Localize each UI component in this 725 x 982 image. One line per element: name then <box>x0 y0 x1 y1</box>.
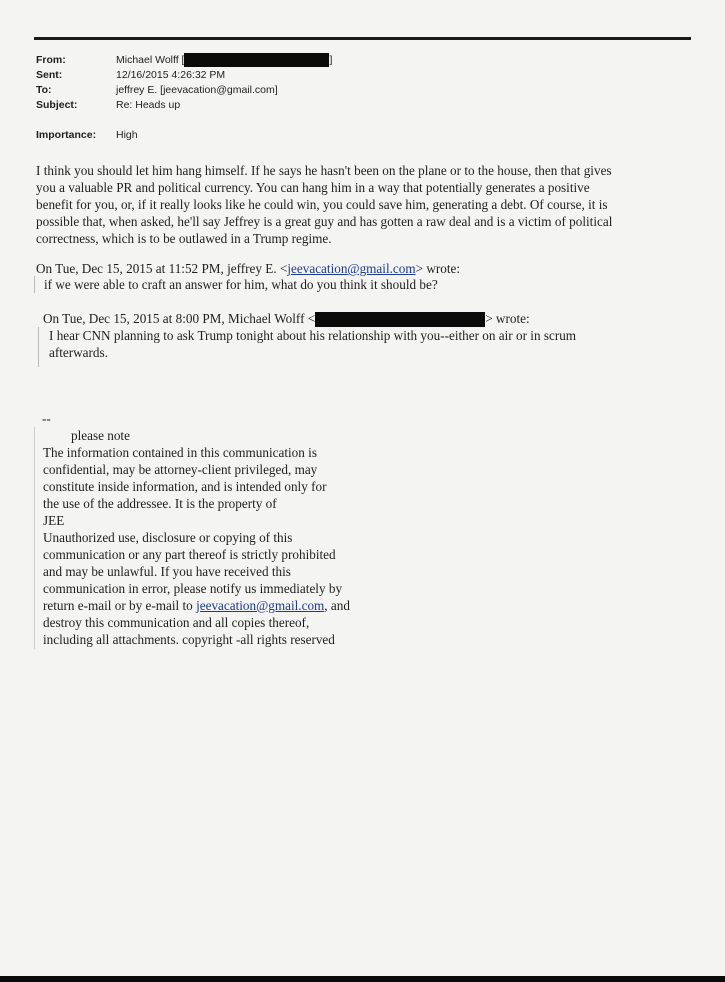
email-header <box>36 53 332 113</box>
from-value <box>116 53 332 68</box>
subject-value: Re: Heads up <box>116 99 181 111</box>
signature-line: including all attachments. copyright -all rights reserved <box>43 632 335 647</box>
signature-block <box>34 427 350 649</box>
body-line: benefit for you, or, if it really looks like he could win, you could save him, generating a debt. Of course, it is <box>36 197 608 212</box>
signature-separator: -- <box>42 411 51 426</box>
message-body <box>36 162 676 247</box>
redaction-bar <box>184 53 329 67</box>
signature-line: destroy this communication and all copies thereof, <box>43 615 310 630</box>
quote1-header-suffix: > wrote: <box>415 261 461 276</box>
from-name: Michael Wolff [ <box>116 54 185 66</box>
quote2-header-prefix: On Tue, Dec 15, 2015 at 8:00 PM, Michael Wolff < <box>43 311 316 326</box>
sent-value: 12/16/2015 4:26:32 PM <box>116 69 226 81</box>
quote2-header-suffix: > wrote: <box>485 311 530 326</box>
signature-line: communication in error, please notify us immediately by <box>43 581 343 596</box>
body-line: you a valuable PR and political currency. You can hang him in a way that potentially generates a positive <box>36 180 590 195</box>
signature-line: the use of the addressee. It is the property of <box>43 496 277 511</box>
sent-row <box>36 68 332 83</box>
sent-label: Sent: <box>36 69 63 81</box>
to-value: jeffrey E. [jeevacation@gmail.com] <box>116 84 278 96</box>
signature-email-prefix: return e-mail or by e-mail to <box>43 598 197 613</box>
quote1-text: if we were able to craft an answer for him, what do you think it should be? <box>34 276 438 293</box>
signature-line: and may be unlawful. If you have received this <box>43 564 291 579</box>
signature-line: confidential, may be attorney-client privileged, may <box>43 462 318 477</box>
to-row <box>36 83 332 98</box>
body-line: correctness, which is to be outlawed in a Trump regime. <box>36 231 332 246</box>
quote2-header <box>43 310 530 327</box>
body-line: possible that, when asked, he'll say Jeffrey is a great guy and has gotten a raw deal and is a victim of political <box>36 214 613 229</box>
header-rule <box>34 37 691 40</box>
signature-line: Unauthorized use, disclosure or copying of this <box>43 530 293 545</box>
from-bracket: ] <box>329 54 333 66</box>
quote1-email-link[interactable]: jeevacation@gmail.com <box>287 261 416 276</box>
signature-email-line <box>43 597 350 614</box>
signature-email-link[interactable]: jeevacation@gmail.com <box>196 598 325 613</box>
quote1-header-prefix: On Tue, Dec 15, 2015 at 11:52 PM, jeffrey E. < <box>36 261 288 276</box>
scan-edge-bar <box>0 976 725 982</box>
quote2-line: I hear CNN planning to ask Trump tonight about his relationship with you--either on air or in scrum <box>49 328 577 343</box>
quote2-line: afterwards. <box>49 345 108 360</box>
signature-line: The information contained in this communication is <box>43 445 317 460</box>
signature-line: communication or any part thereof is strictly prohibited <box>43 547 336 562</box>
from-row <box>36 53 332 68</box>
subject-row <box>36 98 332 113</box>
quote2-body <box>38 327 576 367</box>
signature-line: please note <box>71 428 130 443</box>
importance-row <box>36 129 138 141</box>
quote1-header <box>36 260 460 277</box>
importance-value: High <box>116 129 138 141</box>
importance-label: Importance: <box>36 129 97 141</box>
redaction-bar <box>315 312 485 327</box>
subject-label: Subject: <box>36 99 78 111</box>
body-line: I think you should let him hang himself. If he says he hasn't been on the plane or to the house, then that gives <box>36 163 612 178</box>
signature-email-suffix: , and <box>324 598 350 613</box>
signature-line: JEE <box>43 513 65 528</box>
from-label: From: <box>36 54 66 66</box>
to-label: To: <box>36 84 52 96</box>
signature-line: constitute inside information, and is intended only for <box>43 479 327 494</box>
